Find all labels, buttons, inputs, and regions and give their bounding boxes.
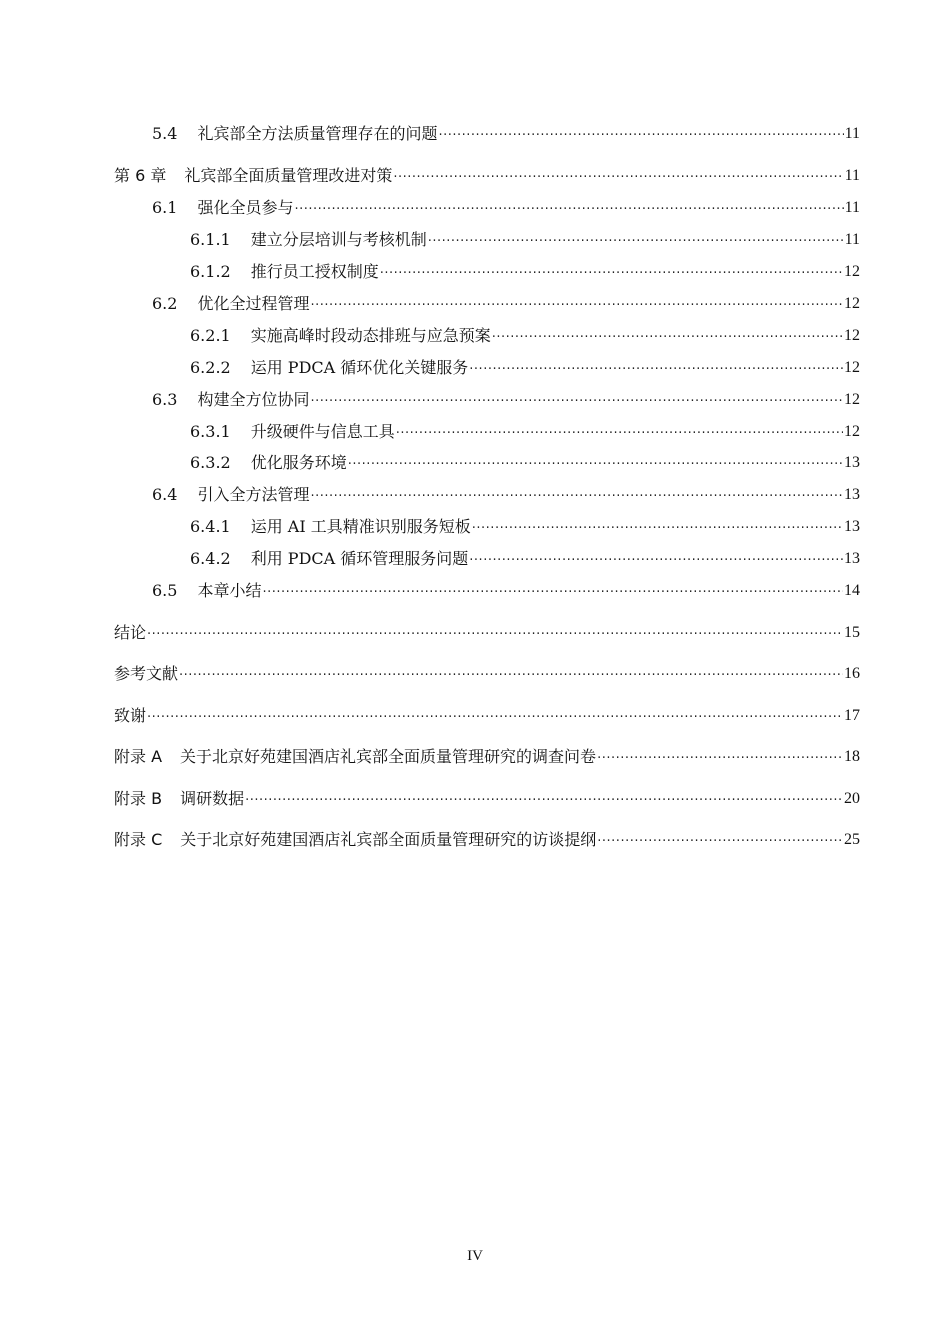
toc-entry-number: 6.4.2 [190, 549, 231, 568]
toc-entry-title: 参考文献 [114, 664, 179, 683]
toc-entry[interactable] [190, 418, 860, 442]
toc-entry-page: 12 [844, 327, 860, 344]
toc-entry[interactable] [114, 619, 860, 643]
toc-entry-page: 11 [844, 167, 860, 184]
toc-entry[interactable] [114, 702, 860, 726]
toc-entry-page: 12 [844, 359, 860, 376]
toc-entry-title: 结论 [114, 623, 147, 642]
toc-entry-page: 20 [844, 790, 860, 807]
toc-entry-number: 6.2 [152, 294, 178, 313]
toc-entry-page: 13 [844, 454, 860, 471]
toc-entry-page: 12 [844, 423, 860, 440]
toc-entry-title: 引入全方法管理 [197, 485, 310, 504]
toc-entry-title: 本章小结 [197, 581, 262, 600]
toc-dot-leader [245, 787, 843, 807]
toc-entry-number: 第 6 章 [114, 166, 167, 185]
toc-entry[interactable] [152, 577, 860, 601]
toc-entry-page: 12 [844, 295, 860, 312]
toc-entry-number: 6.4 [152, 485, 178, 504]
toc-entry-number: 附录 A [114, 747, 163, 766]
toc-entry-number: 6.1.1 [190, 230, 231, 249]
toc-entry[interactable] [190, 545, 860, 569]
toc-dot-leader [348, 451, 843, 471]
toc-dot-leader [396, 420, 843, 440]
toc-entry[interactable] [190, 513, 860, 537]
toc-dot-leader [393, 164, 843, 184]
toc-entry[interactable] [190, 449, 860, 473]
toc-entry[interactable] [114, 162, 860, 186]
toc-entry[interactable] [152, 290, 860, 314]
toc-entry[interactable] [190, 258, 860, 282]
toc-dot-leader [147, 621, 843, 641]
toc-entry-number: 附录 C [114, 830, 163, 849]
toc-dot-leader [262, 579, 843, 599]
toc-entry-title: 礼宾部全面质量管理改进对策 [184, 166, 393, 185]
toc-entry-title: 强化全员参与 [197, 198, 294, 217]
toc-dot-leader [310, 388, 843, 408]
toc-entry-page: 14 [844, 582, 860, 599]
toc-entry-title: 礼宾部全方法质量管理存在的问题 [197, 124, 438, 143]
toc-dot-leader [472, 515, 843, 535]
toc-entry-number: 附录 B [114, 789, 163, 808]
toc-dot-leader [469, 547, 843, 567]
toc-dot-leader [469, 356, 843, 376]
toc-entry-page: 11 [844, 125, 860, 142]
toc-entry-page: 12 [844, 263, 860, 280]
page-number: IV [467, 1248, 483, 1264]
toc-entry-page: 18 [844, 748, 860, 765]
toc-entry-number: 6.2.1 [190, 326, 231, 345]
toc-entry-title: 致谢 [114, 706, 147, 725]
toc-dot-leader [147, 704, 843, 724]
toc-entry-title: 构建全方位协同 [197, 390, 310, 409]
toc-entry-page: 25 [844, 831, 860, 848]
toc-entry-page: 12 [844, 391, 860, 408]
toc-entry-number: 6.5 [152, 581, 178, 600]
toc-entry-number: 5.4 [152, 124, 178, 143]
toc-entry[interactable] [190, 226, 860, 250]
toc-dot-leader [597, 745, 843, 765]
toc-entry-page: 13 [844, 518, 860, 535]
toc-entry-title: 实施高峰时段动态排班与应急预案 [250, 326, 491, 345]
toc-entry[interactable] [152, 386, 860, 410]
toc-entry[interactable] [190, 322, 860, 346]
toc-entry-page: 17 [844, 707, 860, 724]
toc-entry-page: 13 [844, 486, 860, 503]
toc-entry-number: 6.2.2 [190, 358, 231, 377]
toc-entry[interactable] [152, 194, 860, 218]
toc-entry[interactable] [152, 120, 860, 144]
toc-dot-leader [310, 483, 843, 503]
toc-entry-page: 11 [844, 231, 860, 248]
toc-entry-number: 6.3.2 [190, 453, 231, 472]
toc-entry-page: 16 [844, 665, 860, 682]
toc-entry-page: 11 [844, 199, 860, 216]
toc-entry-number: 6.1 [152, 198, 178, 217]
toc-dot-leader [597, 828, 843, 848]
toc-entry-page: 13 [844, 550, 860, 567]
toc-dot-leader [310, 292, 843, 312]
toc-dot-leader [294, 196, 843, 216]
toc-entry[interactable] [114, 785, 860, 809]
toc-entry[interactable] [114, 743, 860, 767]
toc-entry-page: 15 [844, 624, 860, 641]
toc-entry-title: 建立分层培训与考核机制 [250, 230, 427, 249]
toc-entry[interactable] [114, 660, 860, 684]
toc-entry-number: 6.4.1 [190, 517, 231, 536]
toc-entry-title: 优化服务环境 [250, 453, 347, 472]
toc-entry[interactable] [114, 826, 860, 850]
toc-entry[interactable] [190, 354, 860, 378]
toc-dot-leader [492, 324, 843, 344]
toc-entry[interactable] [152, 481, 860, 505]
toc-entry-title: 升级硬件与信息工具 [250, 422, 395, 441]
toc-entry-title: 优化全过程管理 [197, 294, 310, 313]
toc-entry-title: 运用 PDCA 循环优化关键服务 [250, 358, 469, 377]
toc-entry-title: 运用 AI 工具精准识别服务短板 [250, 517, 471, 536]
toc-entry-number: 6.1.2 [190, 262, 231, 281]
toc-entry-title: 调研数据 [180, 789, 245, 808]
toc-entry-title: 推行员工授权制度 [250, 262, 379, 281]
toc-entry-title: 关于北京好苑建国酒店礼宾部全面质量管理研究的调查问卷 [180, 747, 597, 766]
toc-dot-leader [380, 260, 843, 280]
toc-dot-leader [179, 662, 843, 682]
toc-entry-title: 关于北京好苑建国酒店礼宾部全面质量管理研究的访谈提纲 [180, 830, 597, 849]
toc-dot-leader [428, 228, 844, 248]
toc-entry-title: 利用 PDCA 循环管理服务问题 [250, 549, 469, 568]
toc-entry-number: 6.3.1 [190, 422, 231, 441]
toc-dot-leader [438, 122, 843, 142]
toc-entry-number: 6.3 [152, 390, 178, 409]
